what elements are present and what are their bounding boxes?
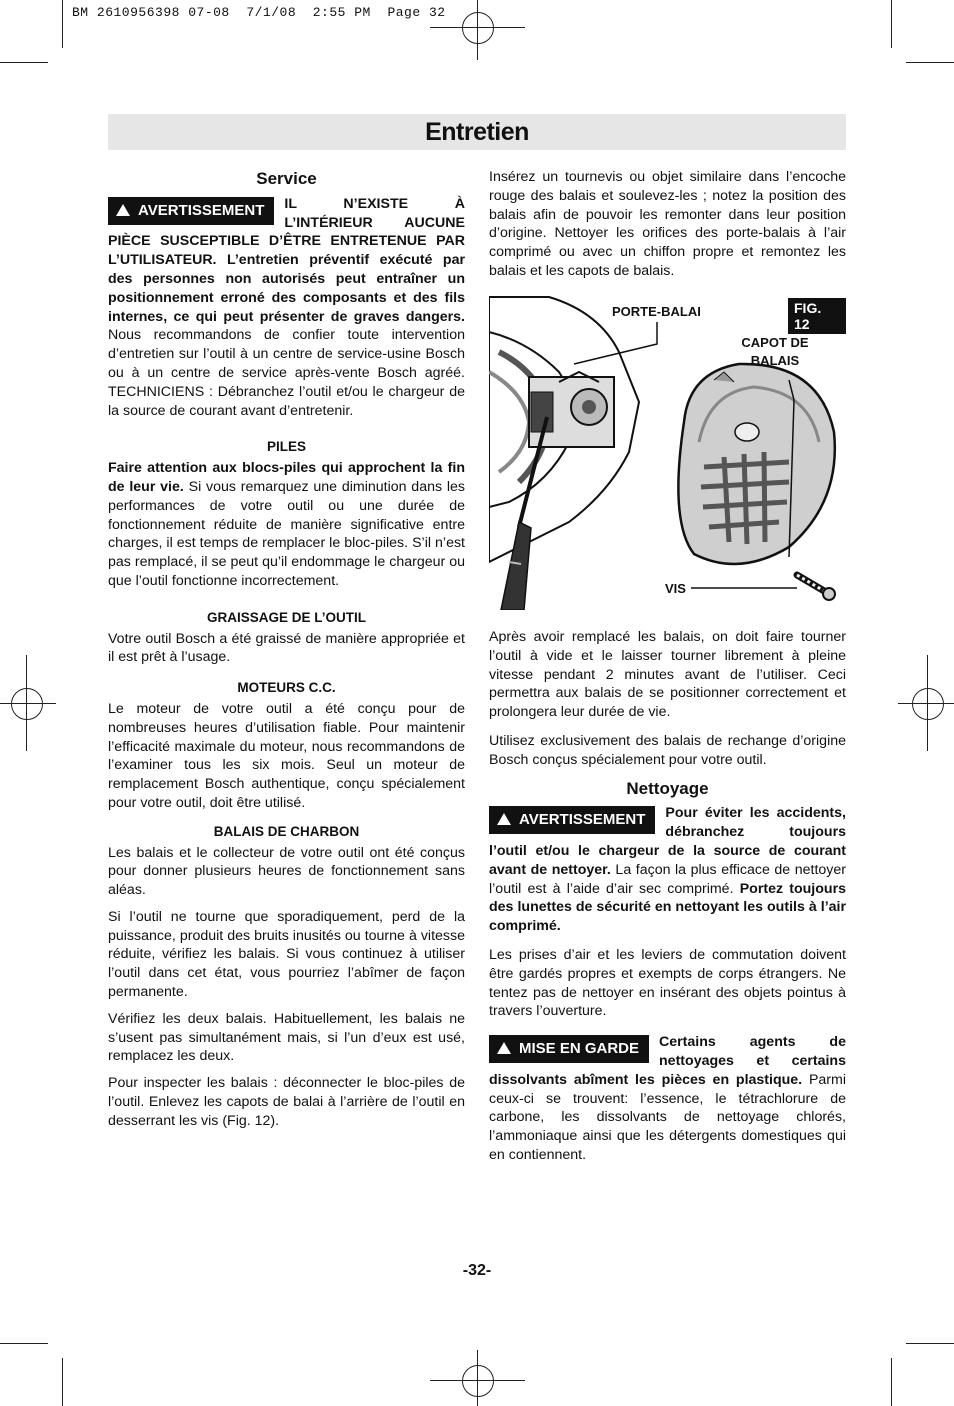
callout-porte-balai: PORTE-BALAI (612, 304, 701, 319)
service-warning: AVERTISSEMENT IL N’EXISTE À L’INTÉRIEUR AUCUNE PIÈCE SUSCEPTIBLE D’ÊTRE ENTRETENUE PAR L’UTILISATEUR. L’entretien préventif exécuté par des personnes non autorisés peut entraîner un positionnement erroné des composants et des fils internes, ce qui peut présenter de graves dangers. Nous recommandons de confier toute intervention d’entretien sur l’outil à un centre de service-usine Bosch ou à un centre de service après-vente Bosch agréé. TECHNICIENS : Débranchez l’outil et/ou le chargeur de la source de courant avant d’entretenir. (108, 195, 465, 419)
service-heading: Service (256, 169, 317, 188)
prises-paragraph: Les prises d’air et les leviers de commutation doivent être gardés propres et exempts de corps étrangers. Ne tentez pas de nettoyer en insérant des objets pointus à travers l’ouverture. (489, 946, 846, 1020)
caution-paragraph: MISE EN GARDE Certains agents de nettoyages et certains dissolvants abîment les pièces en plastique. Parmi ceux-ci se trouvent: l’essence, le tétrachlorure de carbone, les dissolvants de nettoyage chlorés, l’ammoniaque ainsi que les détergents domestiques qui en contiennent. (489, 1034, 846, 1163)
registration-mark (462, 12, 494, 44)
registration-mark (912, 688, 944, 720)
warning-triangle-icon (497, 1042, 511, 1054)
balais-paragraph-2: Si l’outil ne tourne que sporadiquement, perd de la puissance, produit des bruits inusités ou tourne à vitesse réduite, vérifiez les balais. Si vous continuez à utiliser l’outil dans cet état, vous pourriez l’abîmer de façon permanente. (108, 908, 465, 1001)
right-column-bottom (489, 628, 846, 1173)
nettoyage-warning: AVERTISSEMENT Pour éviter les accidents, débranchez toujours l’outil et/ou le chargeur de la source de courant avant de nettoyer. La façon la plus efficace de nettoyer l’outil est à l’aide d’air sec comprimé. Portez toujours des lunettes de sécurité en nettoyant les outils à l’air comprimé. (489, 805, 846, 935)
callout-vis: VIS (665, 581, 686, 596)
left-column (108, 170, 465, 1139)
registration-line (898, 703, 954, 704)
registration-mark (462, 1365, 494, 1397)
crop-mark (891, 0, 892, 48)
caution-badge: MISE EN GARDE (489, 1035, 649, 1063)
right-column-top (489, 168, 846, 289)
page-number: -32- (462, 1262, 492, 1279)
balais-paragraph-3: Vérifiez les deux balais. Habituellement, les balais ne s’usent pas simultanément mais, si l’un d’eux est usé, remplacez les deux. (108, 1010, 465, 1065)
balais-heading: BALAIS DE CHARBON (213, 823, 360, 839)
warning-triangle-icon (497, 813, 511, 825)
crop-mark (62, 1358, 63, 1406)
crop-mark (906, 1343, 954, 1344)
figure-label: FIG. 12 (788, 298, 846, 334)
balais-paragraph-1: Les balais et le collecteur de votre outil ont été conçus pour donner plusieurs heures de fonctionnement sans aléas. (108, 844, 465, 899)
graissage-paragraph: Votre outil Bosch a été graissé de manière appropriée et il est prêt à l’usage. (108, 630, 465, 666)
crop-mark (62, 0, 63, 48)
crop-mark (0, 1343, 48, 1344)
registration-line (477, 0, 478, 60)
balais-paragraph-4: Pour inspecter les balais : déconnecter le bloc-piles de l’outil. Enlevez les capots de balai à l’arrière de l’outil en desserrant les vis (Fig. 12). (108, 1075, 465, 1129)
graissage-heading: GRAISSAGE DE L’OUTIL (206, 609, 366, 625)
registration-mark (11, 688, 43, 720)
warning-badge: AVERTISSEMENT (108, 197, 274, 225)
piles-heading: PILES (266, 439, 306, 455)
piles-paragraph: Faire attention aux blocs-piles qui approchent la fin de leur vie. Si vous remarquez une diminution dans les performances de votre outil ou une durée de fonctionnement réduite de manière significative entre charges, il est temps de remplacer le bloc-piles. S’il n’est pas remplacé, il se peut qu’il endommage le chargeur ou que l’outil fonctionne incorrectement. (108, 460, 466, 589)
registration-line (0, 703, 56, 704)
page-title: Entretien (425, 118, 529, 146)
crop-mark (0, 62, 48, 63)
registration-line (430, 27, 525, 28)
nettoyage-heading: Nettoyage (626, 778, 709, 798)
utilisez-paragraph: Utilisez exclusivement des balais de rechange d’origine Bosch conçus spécialement pour votre outil. (489, 732, 846, 768)
apres-paragraph: Après avoir remplacé les balais, on doit faire tourner l’outil à vide et le laisser tourner librement à pleine vitesse pendant 2 minutes avant de l’utiliser. Ceci permettra aux balais de se positionner correctement et prolongera leur durée de vie. (489, 629, 846, 721)
registration-line (477, 1350, 478, 1406)
intro-paragraph: Insérez un tournevis ou objet similaire dans l’encoche rouge des balais et soulevez-les ; notez la position des balais afin de pouvoir les remonter dans leur position d’origine. Nettoyer les orifices des porte-balais à l’air comprimé ou avec un chiffon propre et remontez les balais et les capots de balais. (489, 169, 846, 279)
title-bar (108, 114, 846, 150)
print-slug: BM 2610956398 07-08 7/1/08 2:55 PM Page 32 (72, 5, 446, 20)
moteurs-heading: MOTEURS C.C. (237, 680, 336, 696)
registration-line (430, 1380, 525, 1381)
figure-12 (489, 292, 846, 610)
moteurs-paragraph: Le moteur de votre outil a été conçu pour de nombreuses heures d’utilisation fiable. Pour maintenir l’efficacité maximale du moteur, nous recommandons de l’examiner tous les six mois. Seul un moteur de remplacement Bosch authentique, conçu spécialement pour votre outil, doit être utilisé. (108, 700, 465, 811)
crop-mark (906, 62, 954, 63)
callout-capot-de-balais: CAPOT DE BALAIS (741, 335, 809, 368)
warning-badge: AVERTISSEMENT (489, 806, 655, 834)
warning-triangle-icon (116, 204, 130, 216)
crop-mark (891, 1358, 892, 1406)
